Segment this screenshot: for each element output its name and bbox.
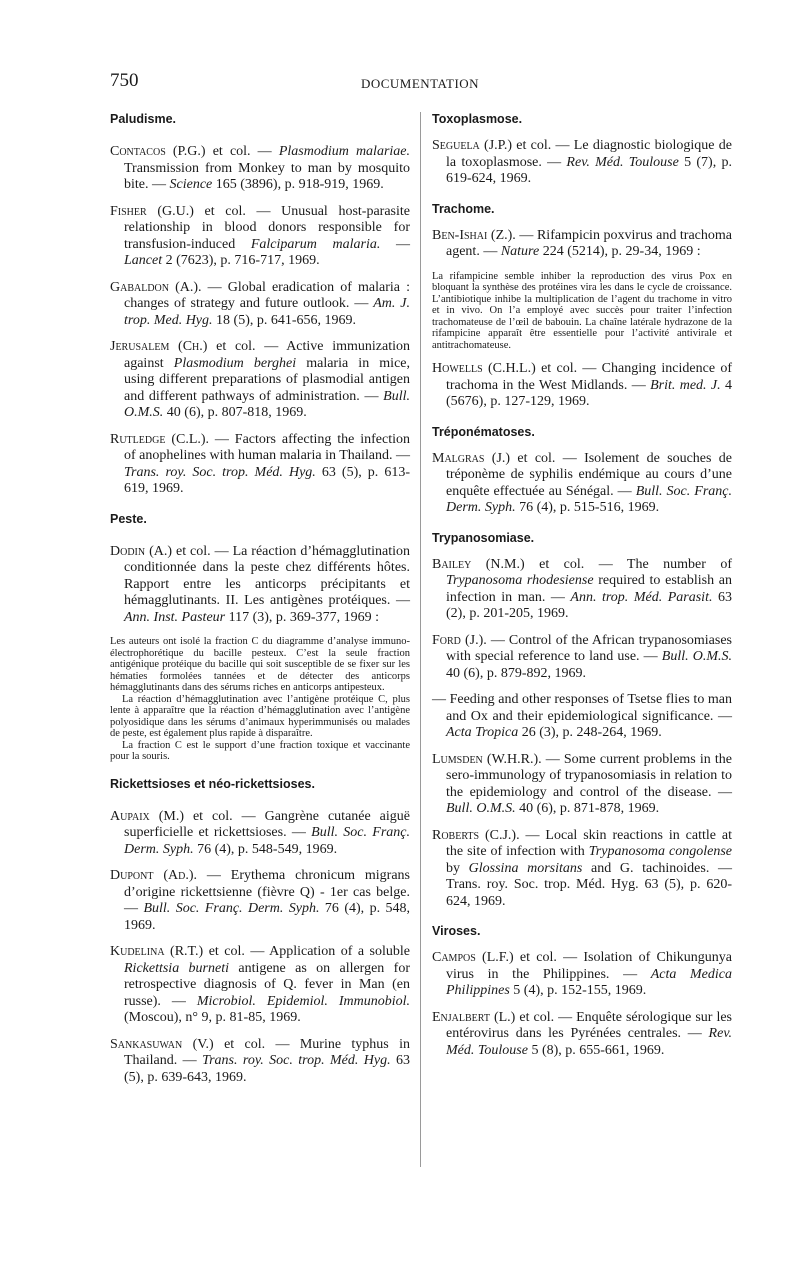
reference-citation: 76 (4), p. 548, 1969. xyxy=(124,901,411,933)
abstract-paragraph: Les auteurs ont isolé la fraction C du diagramme d’analyse immuno-électrophorétique du bacille pesteux. C’est la seule fraction antigénique protéique du bacille qui soit susceptible de se fixer sur les hématies formolées tannées et de détecter des anticorps hémagglutinants dans des sérums riches en anticorps antipesteux. xyxy=(110,636,410,693)
reference-journal: Am. J. trop. Med. Hyg. xyxy=(124,296,410,328)
reference-author: Howells (C.H.L.) xyxy=(432,361,536,376)
reference-citation: 165 (3896), p. 918-919, 1969. xyxy=(212,177,384,192)
reference-text: et col. — Isolation of Chikungunya virus in the Philippines. — xyxy=(446,950,732,982)
reference-journal: Bull. O.M.S. xyxy=(446,801,516,816)
reference-citation: 2 (7623), p. 716-717, 1969. xyxy=(162,253,320,268)
reference-text: — Rifampicin poxvirus and trachoma agent. — xyxy=(446,227,732,259)
reference-author: Rutledge (C.L.). xyxy=(110,431,210,447)
reference-text: — xyxy=(380,236,410,252)
reference-entry xyxy=(432,828,732,911)
reference-journal: Brit. med. J. xyxy=(650,377,721,393)
reference-journal: Rev. Méd. Toulouse xyxy=(446,1026,732,1058)
section-title: Tréponématoses. xyxy=(432,424,535,439)
reference-entry xyxy=(432,228,732,261)
reference-journal: Bull. O.M.S. xyxy=(661,649,732,664)
reference-entry xyxy=(432,138,732,188)
reference-journal: Trans. roy. Soc. trop. Méd. Hyg. xyxy=(202,1053,391,1068)
reference-author: Fisher (G.U.) xyxy=(110,203,194,219)
abstract-paragraph: La rifampicine semble inhiber la reproduction des virus Pox en bloquant la synthèse des protéines vira les dans le cycle de croissance. L’antibiotique inhibe la multiplication de l’agent du trachome in vitro et in vivo. On l’a employé avec succès pour traiter l’infection trachomateuse de l’œil de babouin. La chaîne latérale hydrazone de la rifampicine apparaît être essentielle pour l’activité antivirale et antitrachomateuse. xyxy=(432,270,732,351)
reference-entry xyxy=(432,950,732,1000)
reference-citation: 76 (4), p. 515-516, 1969. xyxy=(515,500,660,515)
reference-text: et col. — Active immunization against xyxy=(124,339,410,371)
reference-citation: (Moscou), n° 9, p. 81-85, 1969. xyxy=(124,1010,301,1025)
bibliography-section xyxy=(432,112,732,188)
reference-text: et col. — Gangrène cutanée aiguë superficielle et rickettsioses. — xyxy=(124,808,410,840)
bibliography-section xyxy=(432,425,732,517)
reference-text: et col. — Le diagnostic biologique de la toxoplasmose. — xyxy=(446,138,732,170)
bibliography-section xyxy=(432,924,732,1059)
reference-author: Ben-Ishai (Z.). xyxy=(432,227,516,243)
reference-citation: and G. tachinoides. — Trans. roy. Soc. trop. Méd. Hyg. 63 (5), p. 620-624, 1969. xyxy=(446,860,732,909)
bibliography-section xyxy=(432,531,732,911)
section-title: Trypanosomiase. xyxy=(432,530,535,545)
reference-author: Contacos (P.G.) xyxy=(110,144,206,159)
reference-author: Gabaldon (A.). xyxy=(110,279,202,295)
section-title: Peste. xyxy=(110,511,147,526)
reference-journal: Acta Medica Philippines xyxy=(446,966,732,998)
section-title: Paludisme. xyxy=(110,112,176,126)
reference-text: et col. — Application of a soluble xyxy=(203,944,410,959)
bibliography-section xyxy=(110,112,410,498)
running-title: DOCUMENTATION xyxy=(360,76,480,91)
reference-text: malaria in mice, using different preparations of plasmodial antigen and different pathways of administration. — xyxy=(124,355,411,404)
reference-citation: 224 (5214), p. 29-34, 1969 : xyxy=(539,244,701,259)
reference-citation: 5 (4), p. 152-155, 1969. xyxy=(509,983,647,998)
reference-citation: 5 (8), p. 655-661, 1969. xyxy=(527,1042,665,1058)
reference-journal: Glossina morsitans xyxy=(468,860,583,876)
reference-journal: Nature xyxy=(500,244,540,259)
reference-author: Jerusalem (Ch.) xyxy=(110,339,208,354)
reference-abstract xyxy=(432,271,732,352)
reference-citation: 26 (3), p. 248-264, 1969. xyxy=(518,725,662,740)
reference-entry xyxy=(110,1037,410,1087)
reference-citation: 63 (5), p. 613-619, 1969. xyxy=(124,464,410,496)
page-number: 750 xyxy=(110,70,139,91)
reference-citation: 76 (4), p. 548-549, 1969. xyxy=(193,841,338,857)
abstract-paragraph: La fraction C est le support d’une fraction toxique et vaccinante pour la souris. xyxy=(110,739,410,762)
reference-entry xyxy=(432,361,732,411)
reference-text: et col. — The number of xyxy=(524,556,732,572)
reference-italic-term: Trypanosoma rhodesiense xyxy=(446,573,594,588)
reference-journal: Bull. Soc. Franç. Derm. Syph. xyxy=(446,483,733,515)
reference-journal: Bull. Soc. Franç. Derm. Syph. xyxy=(124,825,410,857)
reference-citation: 18 (5), p. 641-656, 1969. xyxy=(212,312,357,328)
reference-author: Lumsden (W.H.R.). xyxy=(432,751,542,767)
section-title: Toxoplasmose. xyxy=(432,112,523,126)
bibliography-section xyxy=(432,202,732,411)
bibliography-section xyxy=(110,512,410,763)
section-title: Viroses. xyxy=(432,924,481,938)
reference-journal: Trans. roy. Soc. trop. Méd. Hyg. xyxy=(124,464,316,480)
reference-italic-term: Falciparum malaria. xyxy=(250,236,381,252)
reference-citation: 40 (6), p. 807-818, 1969. xyxy=(163,405,307,420)
section-title: Rickettsioses et néo-rickettsioses. xyxy=(110,776,315,791)
page-header xyxy=(110,70,730,100)
reference-entry xyxy=(110,809,410,859)
reference-entry xyxy=(110,544,410,627)
reference-text: — Some current problems in the sero-immunology of trypanosomiasis in relation to the epidemiology and control of the disease. — xyxy=(446,751,732,800)
reference-journal: Acta Tropica xyxy=(446,725,519,740)
reference-entry xyxy=(110,144,410,194)
reference-entry xyxy=(432,557,732,623)
reference-text: et col. — Changing incidence of trachoma in the West Midlands. — xyxy=(446,361,732,393)
reference-abstract xyxy=(110,636,410,763)
reference-entry xyxy=(110,204,410,270)
reference-citation: 40 (6), p. 871-878, 1969. xyxy=(515,801,660,816)
reference-text: required to establish an infection in man. — xyxy=(446,573,732,605)
reference-entry xyxy=(432,692,732,742)
reference-journal: Ann. Inst. Pasteur xyxy=(124,609,226,625)
reference-author: Campos (L.F.) xyxy=(432,950,514,965)
section-title: Trachome. xyxy=(432,201,495,216)
reference-entry xyxy=(110,944,410,1027)
reference-text: et col. — Enquête sérologique sur les entérovirus dans les Pyrénées centrales. — xyxy=(446,1009,732,1041)
abstract-paragraph: La réaction d’hémagglutination avec l’antigène protéique C, plus lente à apparaître que la réaction d’hémagglutination avec l’antigène polyosidique dans les sérums d’animaux hyperimmunisés ou malades de peste, est également plus rapide à disparaître. xyxy=(110,693,410,739)
reference-text: — Feeding and other responses of Tsetse flies to man and Ox and their epidemiological significance. — xyxy=(432,692,732,724)
reference-author: Sankasuwan (V.) xyxy=(110,1036,214,1052)
reference-citation: 4 (5676), p. 127-129, 1969. xyxy=(446,377,733,409)
reference-journal: Bull. Soc. Franç. Derm. Syph. xyxy=(143,901,320,916)
reference-journal: Ann. trop. Méd. Parasit. xyxy=(570,589,713,605)
reference-journal: Science xyxy=(169,177,213,192)
reference-author: Ford (J.). xyxy=(432,632,487,648)
reference-text: Transmission from Monkey to man by mosquito bite. — xyxy=(124,160,410,192)
reference-entry xyxy=(110,432,410,498)
reference-text: — Global eradication of malaria : changes of strategy and future outlook. — xyxy=(124,279,410,311)
left-column xyxy=(110,112,410,1096)
reference-journal: Microbiol. Epidemiol. Immunobiol. xyxy=(196,993,410,1009)
reference-text: — Erythema chronicum migrans d’origine rickettsienne (fièvre Q) - 1er cas belge. — xyxy=(124,868,410,916)
reference-author: Bailey (N.M.) xyxy=(432,556,525,572)
reference-author: Aupaix (M.) xyxy=(110,808,184,824)
reference-italic-term: Trypanosoma congolense xyxy=(588,844,732,859)
reference-text: — Local skin reactions in cattle at the site of infection with xyxy=(446,827,733,859)
reference-italic-term: Rickettsia burneti xyxy=(124,960,229,976)
reference-text: et col. — Isolement de souches de tréponème de syphilis endémique au cours d’une enquête effectuée au Sénégal. — xyxy=(446,450,732,499)
reference-journal: Rev. Méd. Toulouse xyxy=(566,154,679,170)
reference-journal: Lancet xyxy=(124,253,163,268)
reference-text: et col. — xyxy=(205,144,279,159)
reference-entry xyxy=(110,339,410,422)
reference-text: et col. — La réaction d’hémagglutination conditionnée dans la peste chez différents hôtes. Rapport entre les anticorps précipitants et hémagglutinants. II. Les antigènes protéiques. — xyxy=(124,543,410,608)
reference-journal: Bull. O.M.S. xyxy=(124,388,410,420)
reference-text: — Control of the African trypanosomiases with special reference to land use. — xyxy=(446,632,733,664)
reference-text: antigene as on allergen for retrospective diagnosis of Q. fever in Man (en russe). — xyxy=(124,960,410,1009)
reference-text: et col. — Unusual host-parasite relationship in blood donors responsible for transfusion-induced xyxy=(124,203,410,252)
reference-citation: 117 (3), p. 369-377, 1969 : xyxy=(225,609,379,625)
reference-entry xyxy=(110,868,410,934)
reference-author: Seguela (J.P.) xyxy=(432,138,513,153)
reference-citation: 40 (6), p. 879-892, 1969. xyxy=(446,665,586,681)
reference-entry xyxy=(432,633,732,683)
reference-entry xyxy=(432,451,732,517)
reference-italic-term: Plasmodium berghei xyxy=(173,355,297,371)
reference-author: Kudelina (R.T.) xyxy=(110,944,204,959)
reference-author: Dodin (A.) xyxy=(110,543,173,559)
reference-author: Enjalbert (L.) xyxy=(432,1009,516,1025)
reference-entry xyxy=(432,1010,732,1060)
reference-author: Dupont (Ad.). xyxy=(110,868,197,883)
reference-italic-term: Plasmodium malariae. xyxy=(278,144,410,159)
bibliography-section xyxy=(110,777,410,1087)
reference-entry xyxy=(110,280,410,330)
reference-text: — Factors affecting the infection of anophelines with human malaria in Thailand. — xyxy=(124,431,410,463)
reference-citation: 63 (5), p. 639-643, 1969. xyxy=(124,1053,411,1085)
reference-citation: 5 (7), p. 619-624, 1969. xyxy=(446,154,732,186)
reference-entry xyxy=(432,752,732,818)
column-divider xyxy=(420,112,421,1167)
reference-text: et col. — Murine typhus in Thailand. — xyxy=(124,1036,410,1068)
reference-author: Malgras (J.) xyxy=(432,450,511,466)
reference-text: by xyxy=(446,860,469,876)
reference-author: Roberts (C.J.). xyxy=(432,827,520,843)
right-column xyxy=(432,112,732,1069)
reference-citation: 63 (2), p. 201-205, 1969. xyxy=(446,589,732,621)
